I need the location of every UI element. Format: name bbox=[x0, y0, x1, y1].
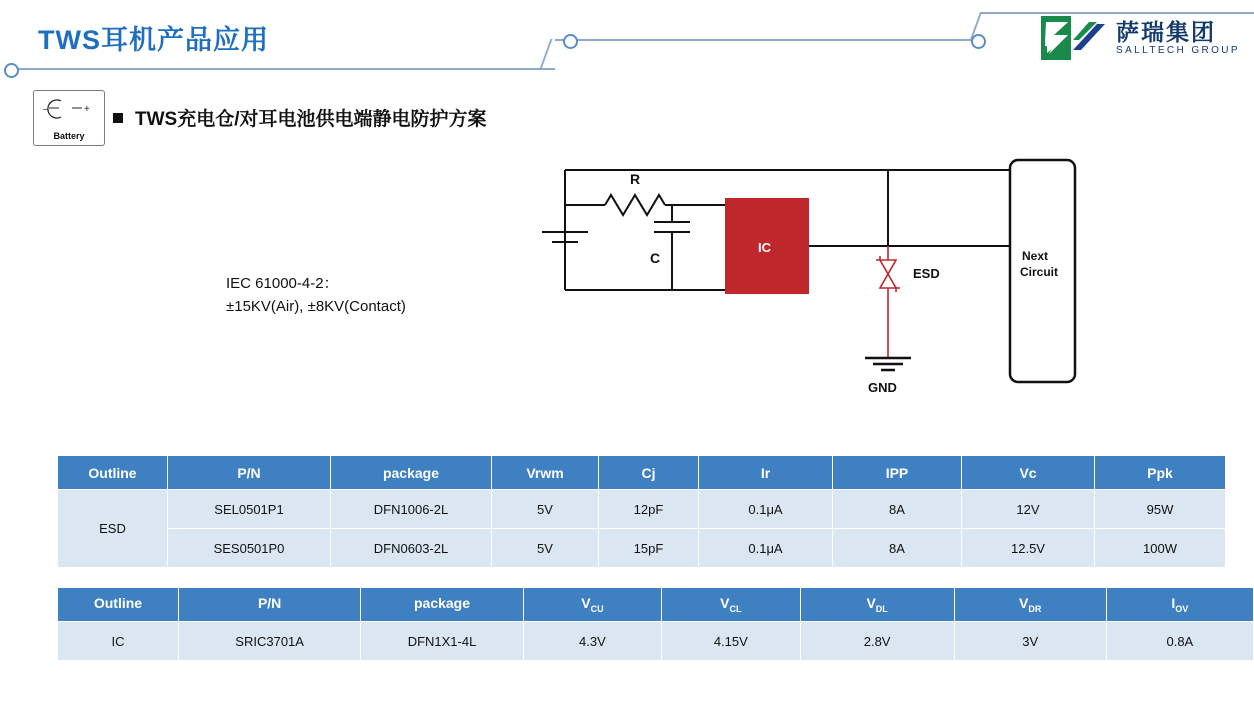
next-circuit-label-line2: Circuit bbox=[1020, 265, 1059, 279]
cell-package: DFN1X1-4L bbox=[361, 622, 523, 661]
header-rule-right bbox=[980, 12, 1254, 14]
cell-vcl: 4.15V bbox=[662, 622, 800, 661]
cell-pn: SES0501P0 bbox=[168, 529, 331, 568]
spec-note-line2: ±15KV(Air), ±8KV(Contact) bbox=[226, 298, 406, 316]
esd-parameter-table bbox=[57, 455, 1226, 568]
header-node-right-icon bbox=[971, 34, 986, 49]
cell-vdl: 2.8V bbox=[800, 622, 954, 661]
th-package: package bbox=[331, 456, 492, 490]
next-circuit-label-line1: Next bbox=[1022, 249, 1049, 263]
header-node-middle-icon bbox=[563, 34, 578, 49]
capacitor-label: C bbox=[650, 250, 661, 266]
table-row bbox=[58, 529, 1226, 568]
cell-ir: 0.1μA bbox=[699, 490, 833, 529]
header-rule-middle bbox=[555, 39, 985, 41]
battery-symbol-icon bbox=[34, 91, 104, 131]
battery-icon-box bbox=[33, 90, 105, 146]
cell-pn: SEL0501P1 bbox=[168, 490, 331, 529]
th-vdr: $V_{DR}$ bbox=[954, 588, 1106, 622]
bullet-square-icon bbox=[113, 113, 123, 123]
cell-cj: 15pF bbox=[599, 529, 699, 568]
cell-package: DFN1006-2L bbox=[331, 490, 492, 529]
spec-note bbox=[226, 272, 406, 319]
header-rule-left bbox=[10, 68, 555, 70]
resistor-label: R bbox=[630, 171, 641, 187]
cell-vc: 12.5V bbox=[962, 529, 1095, 568]
cell-pn: SRIC3701A bbox=[178, 622, 360, 661]
cell-ipp: 8A bbox=[833, 490, 962, 529]
logo-mark-icon bbox=[1041, 16, 1107, 60]
th-vc: Vc bbox=[962, 456, 1095, 490]
company-logo bbox=[1041, 16, 1240, 60]
cell-cj: 12pF bbox=[599, 490, 699, 529]
ic-parameter-table bbox=[57, 587, 1254, 661]
th-ipp: IPP bbox=[833, 456, 962, 490]
header-node-left-icon bbox=[4, 63, 19, 78]
svg-text:–: – bbox=[43, 104, 49, 115]
header-rule-diagonal-left bbox=[540, 39, 565, 69]
page-title: TWS耳机产品应用 bbox=[38, 25, 269, 55]
th-pn: P/N bbox=[178, 588, 360, 622]
cell-outline-ic: IC bbox=[58, 622, 179, 661]
spec-note-line1: IEC 61000-4-2： bbox=[226, 275, 339, 292]
cell-vrwm: 5V bbox=[492, 490, 599, 529]
ic-label: IC bbox=[758, 240, 771, 255]
th-vcl: $V_{CL}$ bbox=[662, 588, 800, 622]
th-iov: $I_{OV}$ bbox=[1106, 588, 1253, 622]
th-pn: P/N bbox=[168, 456, 331, 490]
table-header-row bbox=[58, 588, 1254, 622]
th-outline: Outline bbox=[58, 588, 179, 622]
svg-text:+: + bbox=[84, 104, 90, 115]
section-heading: TWS充电仓/对耳电池供电端静电防护方案 bbox=[135, 109, 487, 130]
cell-outline-esd: ESD bbox=[58, 490, 168, 568]
th-cj: Cj bbox=[599, 456, 699, 490]
cell-ipp: 8A bbox=[833, 529, 962, 568]
table-row bbox=[58, 622, 1254, 661]
cell-iov: 0.8A bbox=[1106, 622, 1253, 661]
th-vdl: $V_{DL}$ bbox=[800, 588, 954, 622]
cell-vc: 12V bbox=[962, 490, 1095, 529]
th-package: package bbox=[361, 588, 523, 622]
page-header bbox=[0, 0, 1254, 78]
th-vcu: $V_{CU}$ bbox=[523, 588, 661, 622]
gnd-label: GND bbox=[868, 380, 897, 395]
th-ppk: Ppk bbox=[1095, 456, 1226, 490]
circuit-diagram bbox=[520, 150, 1140, 435]
logo-name-en: SALLTECH GROUP bbox=[1116, 44, 1240, 56]
cell-vrwm: 5V bbox=[492, 529, 599, 568]
table-row bbox=[58, 490, 1226, 529]
esd-label: ESD bbox=[913, 266, 940, 281]
th-outline: Outline bbox=[58, 456, 168, 490]
cell-ir: 0.1μA bbox=[699, 529, 833, 568]
battery-label: Battery bbox=[53, 131, 85, 141]
logo-name-cn: 萨瑞集团 bbox=[1116, 19, 1216, 46]
th-ir: Ir bbox=[699, 456, 833, 490]
table-header-row bbox=[58, 456, 1226, 490]
cell-ppk: 95W bbox=[1095, 490, 1226, 529]
cell-package: DFN0603-2L bbox=[331, 529, 492, 568]
cell-vcu: 4.3V bbox=[523, 622, 661, 661]
th-vrwm: Vrwm bbox=[492, 456, 599, 490]
cell-ppk: 100W bbox=[1095, 529, 1226, 568]
cell-vdr: 3V bbox=[954, 622, 1106, 661]
